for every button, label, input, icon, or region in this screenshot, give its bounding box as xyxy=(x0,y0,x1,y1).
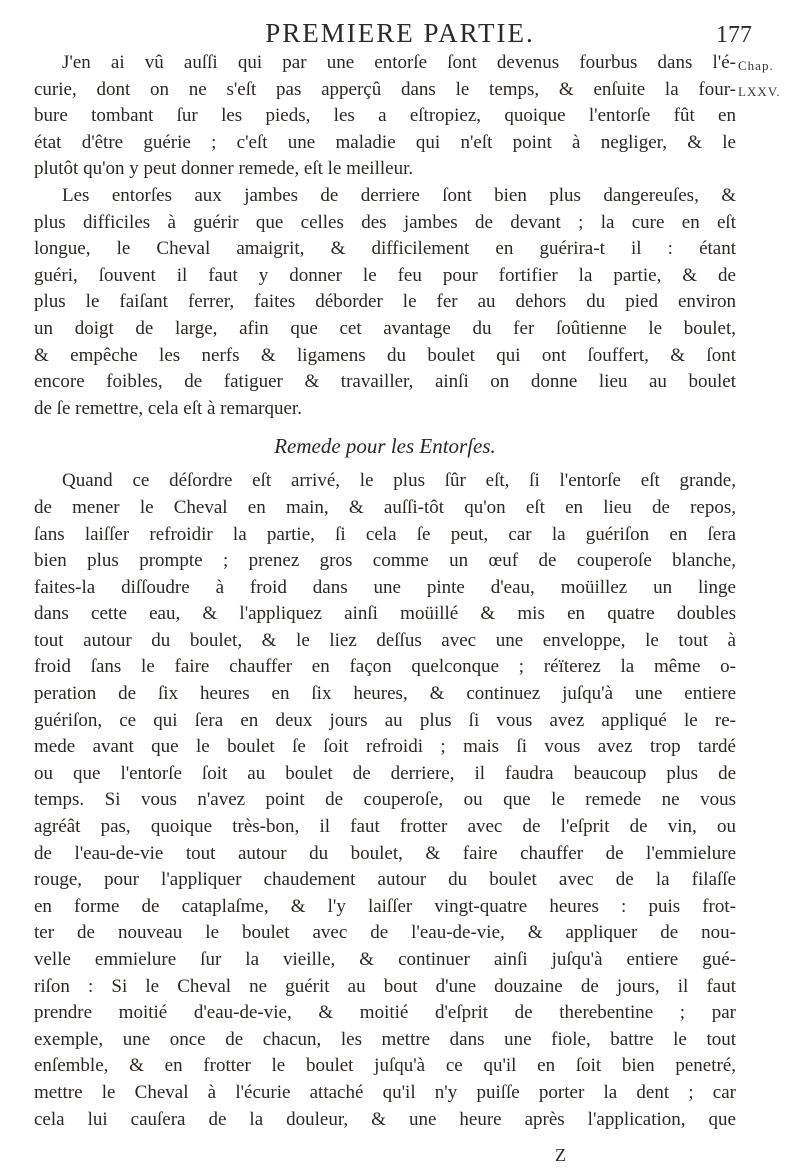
text-line: longue, le Cheval amaigrit, & difficilement en guérira-t il : étant xyxy=(34,238,736,260)
text-line: tout autour du boulet, & le liez deſſus avec une enveloppe, le tout à xyxy=(34,629,736,651)
text-line: plus difficiles à guérir que celles des jambes de devant ; la cure en eſt xyxy=(34,211,736,233)
section-title: Remede pour les Entorſes. xyxy=(274,434,496,459)
text-line: exemple, une once de chacun, les mettre dans une fiole, battre le tout xyxy=(34,1028,736,1050)
text-line: Les entorſes aux jambes de derriere ſont bien plus dangereuſes, & xyxy=(62,184,736,206)
margin-note-chapter: Chap. xyxy=(738,58,774,73)
running-head: PREMIERE PARTIE. xyxy=(265,18,535,48)
text-line: ou que l'entorſe ſoit au boulet de derriere, il faudra beaucoup plus de xyxy=(34,762,736,784)
text-line: bure tombant ſur les pieds, les a eſtropiez, quoique l'entorſe fût en xyxy=(34,105,736,127)
text-line: encore foibles, de fatiguer & travailler, ainſi on donne lieu au boulet xyxy=(34,371,736,393)
text-line: plutôt qu'on y peut donner remede, eſt le meilleur. xyxy=(34,158,414,180)
text-line: de l'eau-de-vie tout autour du boulet, & faire chauffer de l'emmielure xyxy=(34,842,736,864)
text-line: de mener le Cheval en main, & auſſi-tôt qu'on eſt en lieu de repos, xyxy=(34,496,736,518)
text-line: peration de ſix heures en ſix heures, & continuez juſqu'à une entiere xyxy=(34,683,736,705)
text-line: état d'être guérie ; c'eſt une maladie qui n'eſt point à negliger, & le xyxy=(34,131,736,153)
signature-mark: Z xyxy=(555,1145,566,1165)
text-line: mede avant que le boulet ſe ſoit refroidi ; mais ſi vous avez trop tardé xyxy=(34,736,736,758)
text-line: Quand ce déſordre eſt arrivé, le plus ſûr eſt, ſi l'entorſe eſt grande, xyxy=(62,470,736,492)
text-line: plus le faiſant ferrer, faites déborder le fer au dehors du pied environ xyxy=(34,291,736,313)
text-line: curie, dont on ne s'eſt pas apperçû dans le temps, & enſuite la four- xyxy=(34,78,736,100)
text-line: rouge, pour l'appliquer chaudement autour du boulet avec de la filaſſe xyxy=(34,869,736,891)
text-line: temps. Si vous n'avez point de couperoſe, ou que le remede ne vous xyxy=(34,789,736,811)
text-line: cela lui cauſera de la douleur, & une heure après l'application, que xyxy=(34,1108,736,1130)
text-line: un doigt de large, afin que cet avantage du fer ſoûtienne le boulet, xyxy=(34,317,736,339)
text-line: bien plus prompte ; prenez gros comme un œuf de couperoſe blanche, xyxy=(34,550,736,572)
text-line: faites-la diſſoudre à froid dans une pinte d'eau, moüillez un linge xyxy=(34,576,736,598)
text-line: agréât pas, quoique très-bon, il faut frotter avec de l'eſprit de vin, ou xyxy=(34,816,736,838)
text-line: enſemble, & en frotter le boulet juſqu'à ce qu'il en ſoit bien penetré, xyxy=(34,1055,736,1077)
text-line: de ſe remettre, cela eſt à remarquer. xyxy=(34,397,302,419)
text-line: guéri, ſouvent il faut y donner le feu pour fortifier la partie, & de xyxy=(34,264,736,286)
text-line: dans cette eau, & l'appliquez ainſi moüillé & mis en quatre doubles xyxy=(34,603,736,625)
margin-note-chapter-number: LXXV. xyxy=(738,84,781,99)
body-text xyxy=(34,50,736,1133)
text-line: froid ſans le faire chauffer en façon quelconque ; réïterez la même o- xyxy=(34,656,736,678)
text-line: ter de nouveau le boulet avec de l'eau-de-vie, & appliquer de nou- xyxy=(34,922,736,944)
paragraph-2 xyxy=(34,183,736,422)
page-number: 177 xyxy=(716,22,752,48)
text-line: velle emmielure ſur la vieille, & continuer ainſi juſqu'à entiere gué- xyxy=(34,949,736,970)
paragraph-3 xyxy=(34,468,736,1133)
text-line: mettre le Cheval à l'écurie attaché qu'il n'y puiſſe porter la dent ; car xyxy=(34,1081,736,1103)
text-line: J'en ai vû auſſi qui par une entorſe ſont devenus fourbus dans l'é- xyxy=(62,52,736,73)
text-line: guériſon, ce qui ſera en deux jours au plus ſi vous avez appliqué le re- xyxy=(34,709,736,731)
text-line: & empêche les nerfs & ligamens du boulet qui ont ſouffert, & ſont xyxy=(34,344,736,366)
text-line: en forme de cataplaſme, & l'y laiſſer vingt-quatre heures : puis frot- xyxy=(34,895,736,917)
text-line: prendre moitié d'eau-de-vie, & moitié d'eſprit de therebentine ; par xyxy=(34,1002,736,1024)
text-line: riſon : Si le Cheval ne guérit au bout d'une douzaine de jours, il faut xyxy=(34,975,736,997)
text-line: ſans laiſſer refroidir la partie, ſi cela ſe peut, car la guériſon en ſera xyxy=(34,523,736,545)
paragraph-1 xyxy=(34,50,736,183)
